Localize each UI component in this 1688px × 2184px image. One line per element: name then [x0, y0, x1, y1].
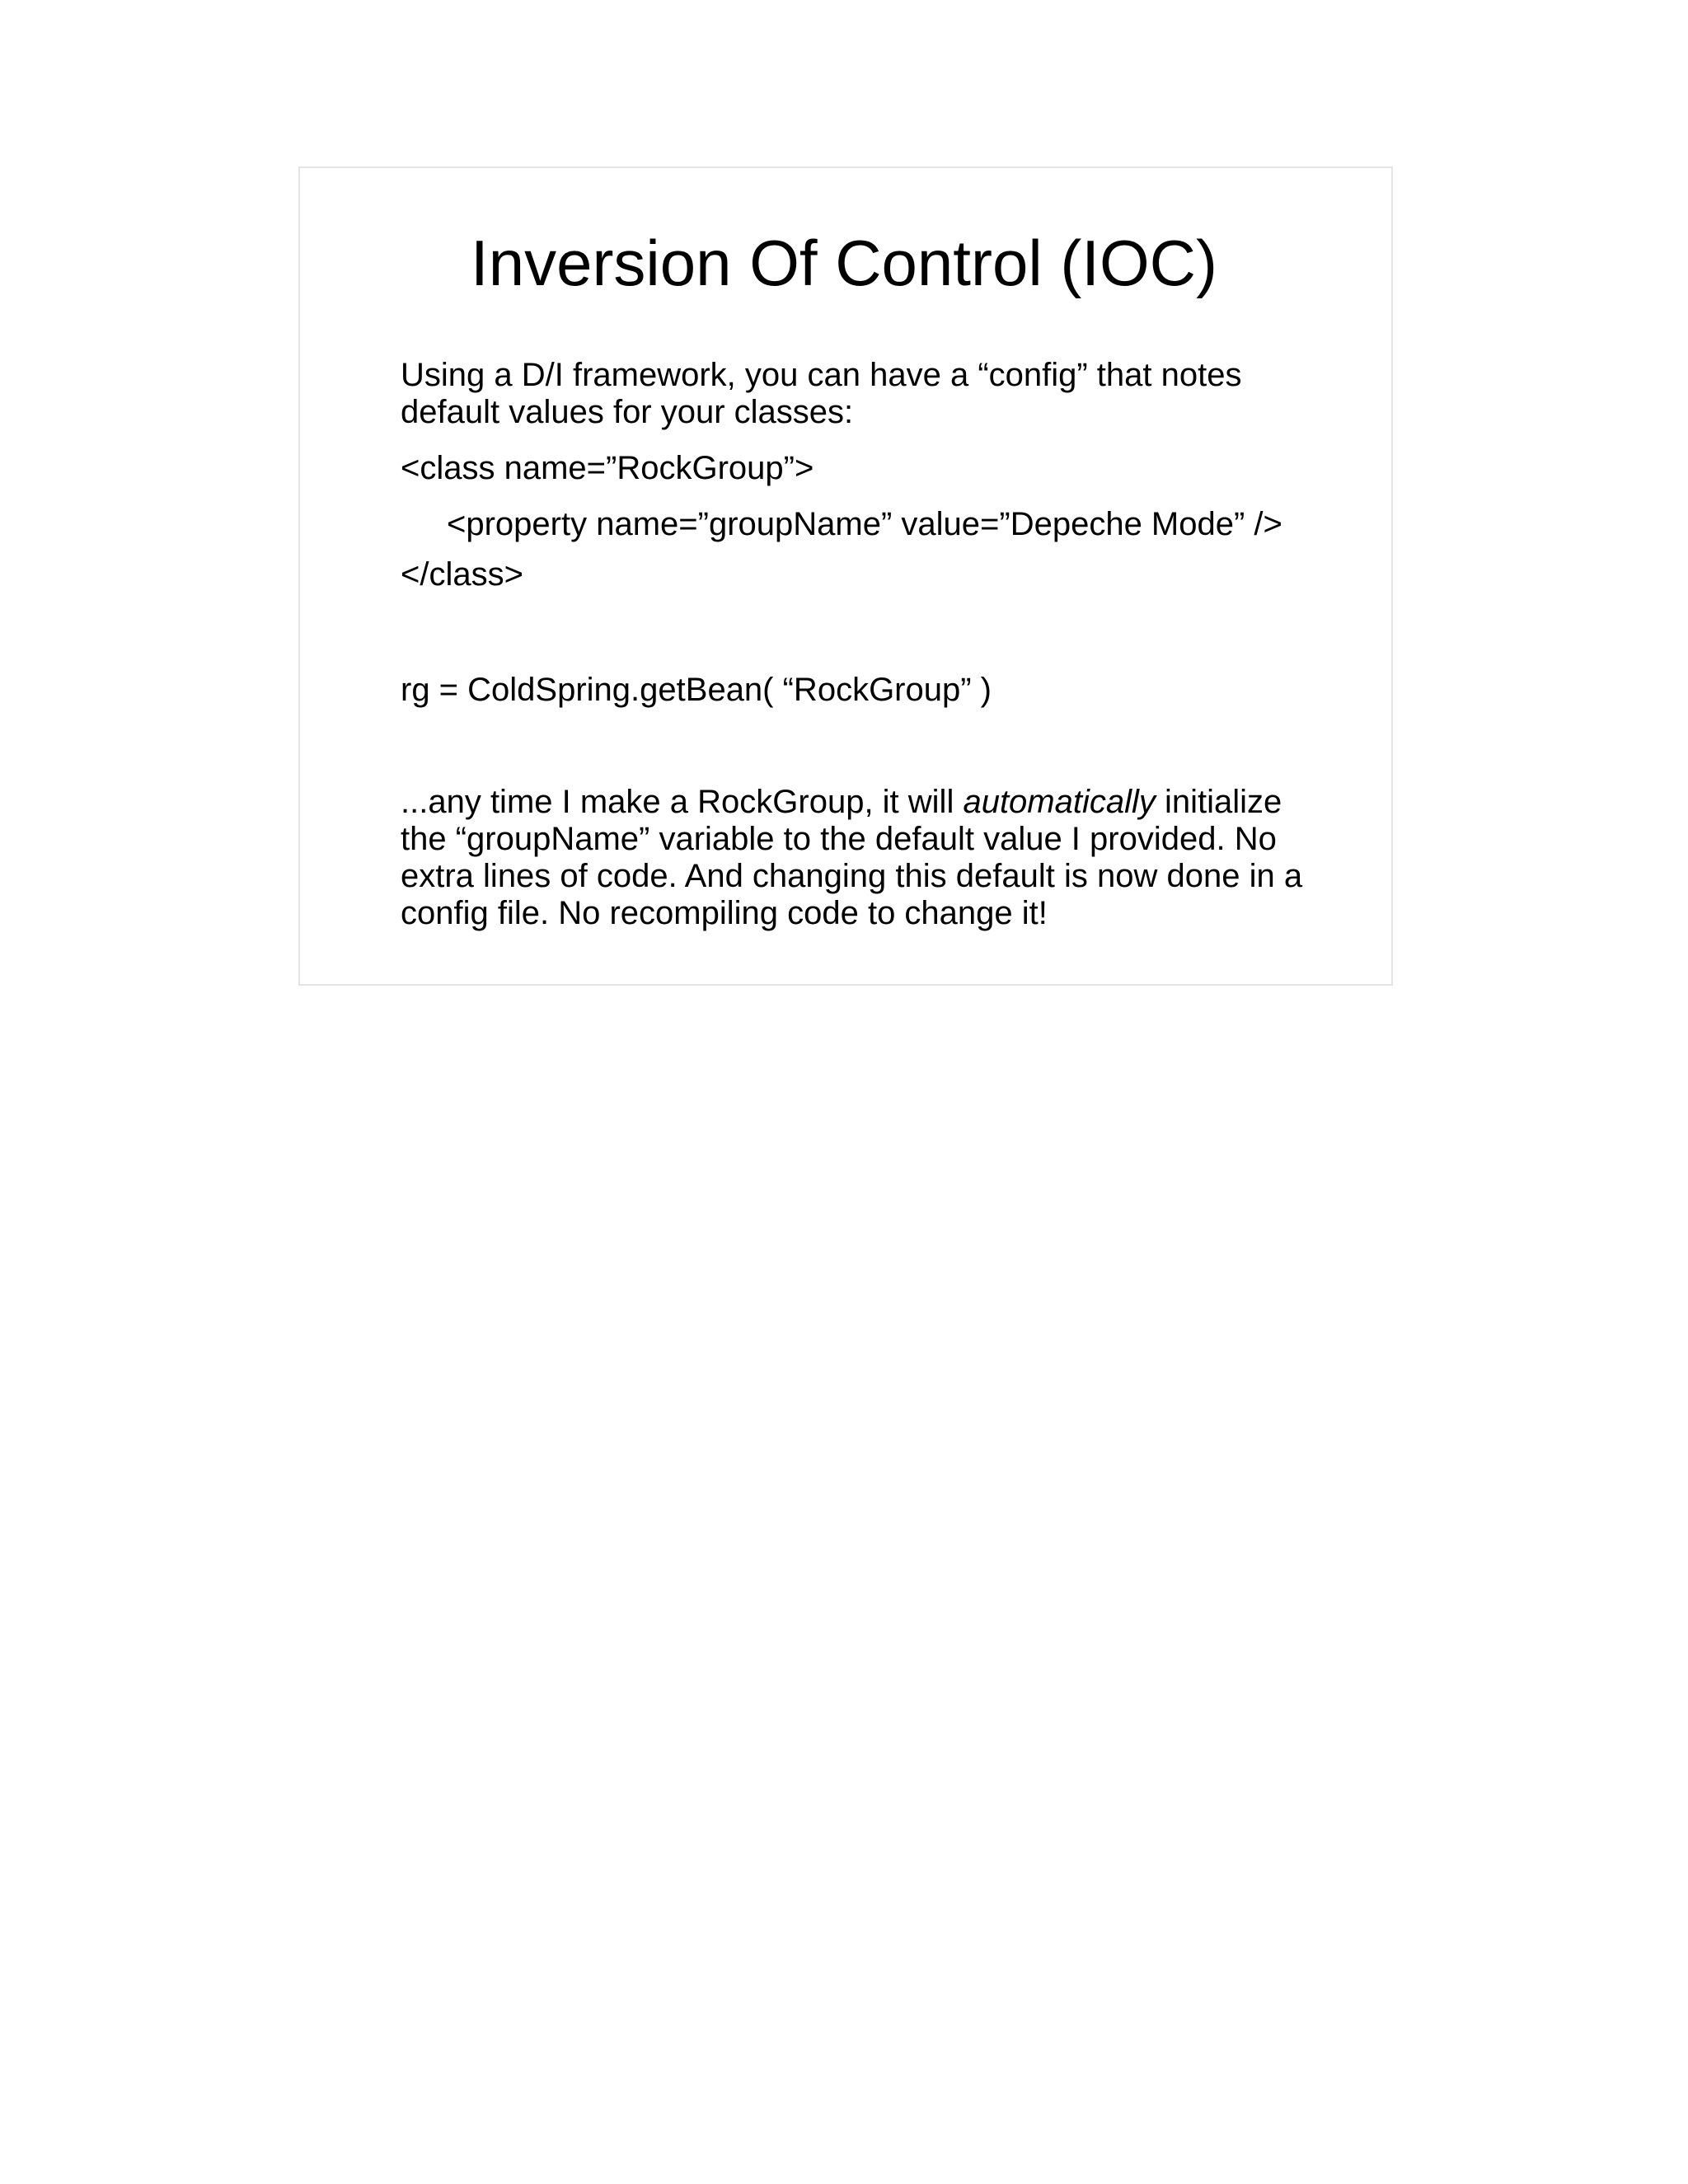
intro-line: Using a D/I framework, you can have a “config” that notes: [401, 357, 1242, 393]
intro-paragraph: [401, 357, 1242, 431]
emphasis-text: automatically: [963, 784, 1156, 820]
explanation-line: config file. No recompiling code to change it!: [401, 895, 1048, 931]
code-class-open: <class name=”RockGroup”>: [401, 450, 814, 486]
explanation-paragraph: [401, 784, 1302, 932]
getbean-line: rg = ColdSpring.getBean( “RockGroup” ): [401, 672, 992, 708]
explanation-line: [401, 784, 1302, 821]
intro-line: default values for your classes:: [401, 394, 854, 430]
slide-title: Inversion Of Control (IOC): [471, 227, 1217, 299]
explanation-line: the “groupName” variable to the default value I provided. No: [401, 821, 1277, 857]
explanation-line: extra lines of code. And changing this default is now done in a: [401, 858, 1303, 894]
code-class-close: </class>: [401, 556, 523, 593]
explanation-text: ...any time I make a RockGroup, it will: [401, 784, 964, 820]
explanation-text: initialize: [1155, 784, 1282, 820]
code-property: <property name=”groupName” value=”Depeche Mode” />: [447, 506, 1282, 542]
